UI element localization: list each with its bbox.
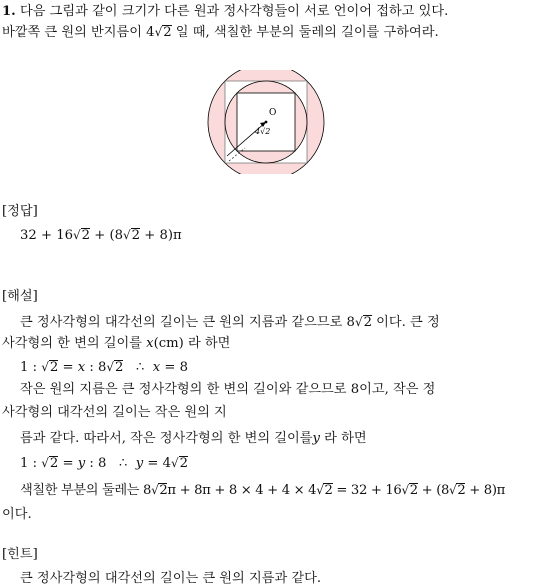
sqrt-radicand: 2 (49, 360, 59, 375)
center-label: O (269, 108, 277, 118)
eq-text: = (58, 456, 78, 471)
eq-text: 1 : (20, 360, 42, 375)
sqrt-symbol: √ (171, 456, 179, 470)
answer-heading: [정답] (2, 204, 38, 219)
eq-text: : 8 ∴ (85, 456, 136, 471)
eq-text: = 8 (160, 360, 189, 375)
solution-line-7: 이다. (2, 507, 32, 522)
hint-heading: [힌트] (2, 547, 38, 562)
variable-x: x (152, 360, 161, 375)
solution-equation-2 (20, 454, 188, 473)
solution-line-4 (2, 404, 227, 422)
sqrt-symbol: √ (354, 315, 363, 329)
sqrt-symbol: √ (41, 360, 49, 374)
center-point (265, 121, 268, 124)
sqrt-radicand: 2 (163, 25, 172, 40)
answer-part-2: + (8 (90, 228, 124, 243)
solution-text: + (8 (417, 483, 450, 498)
sqrt-radicand: 2 (159, 483, 168, 498)
question-text-2b: 일 때, 색칠한 부분의 둘레의 길이를 구하여라. (171, 25, 439, 40)
sqrt-radicand: 2 (409, 483, 418, 498)
solution-line-1 (20, 313, 440, 332)
solution-text: + 8)π (465, 483, 505, 498)
sqrt-radicand: 2 (81, 228, 91, 243)
solution-line-6 (20, 481, 505, 500)
sqrt-symbol: √ (154, 25, 163, 39)
solution-equation-1 (20, 358, 188, 377)
solution-text: 사각형의 대각선의 길이는 작은 원의 지 (2, 405, 227, 420)
question-line-1 (2, 3, 448, 21)
solution-text: 름과 같다. 따라서, 작은 정사각형의 한 변의 길이를 (20, 431, 313, 446)
sqrt-symbol: √ (73, 228, 81, 242)
solution-text: π + 8π + 8 × 4 + 4 × 4 (167, 483, 317, 498)
hint-text: 큰 정사각형의 대각선의 길이는 큰 원의 지름과 같다. (20, 571, 322, 586)
variable-y: y (312, 431, 320, 446)
solution-line-3 (20, 381, 435, 399)
sqrt-symbol: √ (316, 483, 324, 497)
eq-text: : 8 (85, 360, 107, 375)
sqrt-radicand: 2 (131, 228, 141, 243)
sqrt-radicand: 2 (179, 456, 189, 471)
solution-text: = 32 + 16 (332, 483, 402, 498)
variable-x: x (77, 360, 86, 375)
variable-x: x (146, 336, 154, 351)
solution-line-2 (2, 335, 230, 353)
eq-text: = 4 (143, 456, 172, 471)
sqrt-radicand: 2 (363, 315, 372, 330)
eq-text: = (58, 360, 78, 375)
solution-text: 큰 정사각형의 대각선의 길이는 큰 원의 지름과 같으므로 8 (20, 315, 355, 330)
solution-text: 라 하면 (319, 431, 367, 446)
solution-text: 색칠한 부분의 둘레는 8 (20, 483, 152, 498)
radius-label: 4√2 (255, 127, 271, 136)
sqrt-symbol: √ (123, 228, 131, 242)
solution-text: 작은 원의 지름은 큰 정사각형의 한 변의 길이와 같으므로 8이고, 작은 정 (20, 382, 436, 397)
eq-text: 1 : (20, 456, 42, 471)
question-line-2 (2, 23, 439, 42)
answer-part-1: 32 + 16 (20, 228, 73, 243)
geometry-figure (205, 70, 327, 174)
answer-expression (20, 226, 182, 245)
question-number: 1. (2, 4, 16, 19)
sqrt-symbol: √ (106, 360, 115, 374)
variable-y: y (77, 456, 86, 471)
variable-y: y (135, 456, 144, 471)
solution-text: (cm) 라 하면 (153, 336, 231, 351)
question-text-1: 다음 그림과 같이 크기가 다른 원과 정사각형들이 서로 언이어 접하고 있다. (19, 4, 449, 19)
sqrt-radicand: 2 (49, 456, 59, 471)
sqrt-radicand: 2 (324, 483, 333, 498)
solution-heading: [해설] (2, 289, 38, 304)
sqrt-symbol: √ (449, 483, 457, 497)
sqrt-radicand: 2 (457, 483, 466, 498)
sqrt-symbol: √ (401, 483, 409, 497)
solution-text: 사각형의 한 변의 길이를 (2, 336, 147, 351)
answer-part-3: + 8)π (140, 228, 182, 243)
sqrt-radicand: 2 (115, 360, 124, 375)
sqrt-symbol: √ (41, 456, 49, 470)
sqrt-symbol: √ (151, 483, 159, 497)
solution-line-5 (20, 430, 367, 448)
question-text-2a: 바깥쪽 큰 원의 반지름이 4 (2, 25, 155, 40)
eq-text: ∴ (123, 360, 153, 375)
solution-text: 이다. 큰 정 (371, 315, 440, 330)
